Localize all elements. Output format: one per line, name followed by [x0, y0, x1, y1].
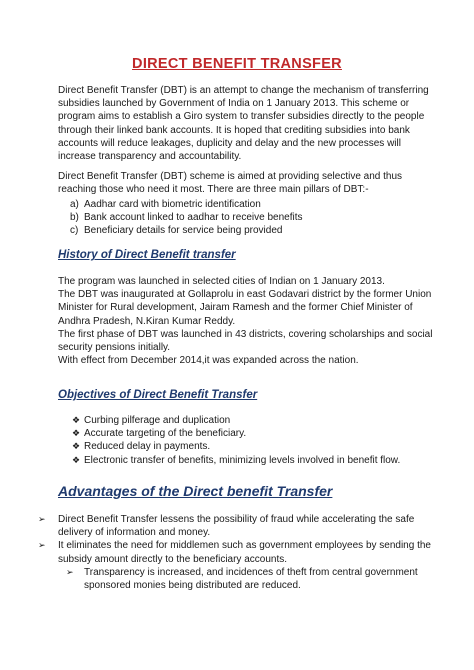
- history-paragraph: [58, 275, 433, 367]
- document-title: DIRECT BENEFIT TRANSFER: [132, 56, 342, 72]
- history-line: The program was launched in selected cities of Indian on 1 January 2013.: [58, 276, 385, 287]
- list-item-text: Aadhar card with biometric identification: [84, 199, 261, 210]
- history-line: The DBT was inaugurated at Gollaprolu in east Godavari district by the former Union: [58, 289, 432, 301]
- pillars-paragraph: [58, 170, 430, 196]
- advantages-sublist: [58, 566, 433, 592]
- list-marker: c): [70, 225, 79, 237]
- intro-line: Direct Benefit Transfer (DBT) is an attempt to change the mechanism of transferring: [58, 85, 429, 96]
- list-item: [58, 414, 430, 427]
- diamond-bullet-icon: ❖: [72, 441, 81, 452]
- list-item: [58, 224, 430, 237]
- pillars-line: reaching those who need it most. There are three main pillars of DBT:-: [58, 184, 369, 196]
- intro-line: subsidies launched by Government of India on 1 January 2013. This scheme or: [58, 98, 410, 110]
- arrow-bullet-icon: ➢: [38, 514, 46, 524]
- history-line: The first phase of DBT was launched in 43 districts, covering scholarships and social: [58, 328, 433, 340]
- list-item-text: Reduced delay in payments.: [84, 441, 211, 453]
- list-item: [38, 539, 433, 592]
- arrow-bullet-icon: ➢: [38, 540, 46, 551]
- history-line: Minister for Rural development, Jairam Ramesh and the former Chief Minister of: [58, 302, 413, 314]
- list-item: [58, 427, 430, 440]
- list-item-text: Electronic transfer of benefits, minimizing levels involved in benefit flow.: [84, 454, 401, 466]
- list-item-line: delivery of information and money.: [58, 527, 211, 539]
- list-item-text: Curbing pilferage and duplication: [84, 415, 231, 426]
- list-item: [58, 440, 430, 453]
- list-item-line: Transparency is increased, and incidences of theft from central government: [84, 566, 418, 578]
- list-item: [58, 198, 430, 211]
- advantages-list: [38, 513, 433, 592]
- list-item: [38, 513, 433, 539]
- history-line: Andhra Pradesh, N.Kiran Kumar Reddy.: [58, 315, 236, 327]
- arrow-bullet-icon: ➢: [66, 566, 74, 577]
- pillars-line: Direct Benefit Transfer (DBT) scheme is aimed at providing selective and thus: [58, 171, 403, 182]
- objectives-heading: Objectives of Direct Benefit Transfer: [58, 389, 258, 401]
- list-item-line: sponsored monies being distributed are reduced.: [84, 580, 301, 592]
- list-item-text: Beneficiary details for service being provided: [84, 225, 283, 237]
- diamond-bullet-icon: ❖: [72, 454, 81, 465]
- list-item: [58, 454, 430, 467]
- pillars-list: [58, 198, 430, 238]
- intro-line: increase transparency and accountability.: [58, 151, 242, 163]
- list-marker: a): [70, 199, 79, 210]
- history-heading: History of Direct Benefit transfer: [58, 249, 236, 261]
- list-marker: b): [70, 212, 79, 224]
- list-item-text: Bank account linked to aadhar to receive benefits: [84, 212, 303, 224]
- diamond-bullet-icon: ❖: [72, 428, 81, 439]
- list-item-line: subsidy amount directly to the beneficiary accounts.: [58, 553, 288, 565]
- intro-line: program aims to establish a Giro system to transfer subsidies directly to the people: [58, 111, 425, 123]
- intro-line: accounts will reduce leakages, duplicity and delay and the new processes will: [58, 137, 401, 149]
- list-item-line: Direct Benefit Transfer lessens the possibility of fraud while accelerating the safe: [58, 514, 415, 525]
- list-item: [58, 211, 430, 224]
- list-item-line: It eliminates the need for middlemen such as government employees by sending the: [58, 540, 431, 552]
- objectives-list: [58, 414, 430, 467]
- list-item-text: Accurate targeting of the beneficiary.: [84, 428, 247, 440]
- advantages-heading: Advantages of the Direct benefit Transfer: [58, 483, 333, 499]
- intro-line: through their linked bank accounts. It is hoped that crediting subsidies into bank: [58, 124, 410, 136]
- history-line: With effect from December 2014,it was expanded across the nation.: [58, 355, 359, 367]
- diamond-bullet-icon: ❖: [72, 415, 81, 425]
- list-item: [66, 566, 433, 592]
- history-line: security pensions initially.: [58, 342, 171, 354]
- intro-paragraph: [58, 84, 430, 163]
